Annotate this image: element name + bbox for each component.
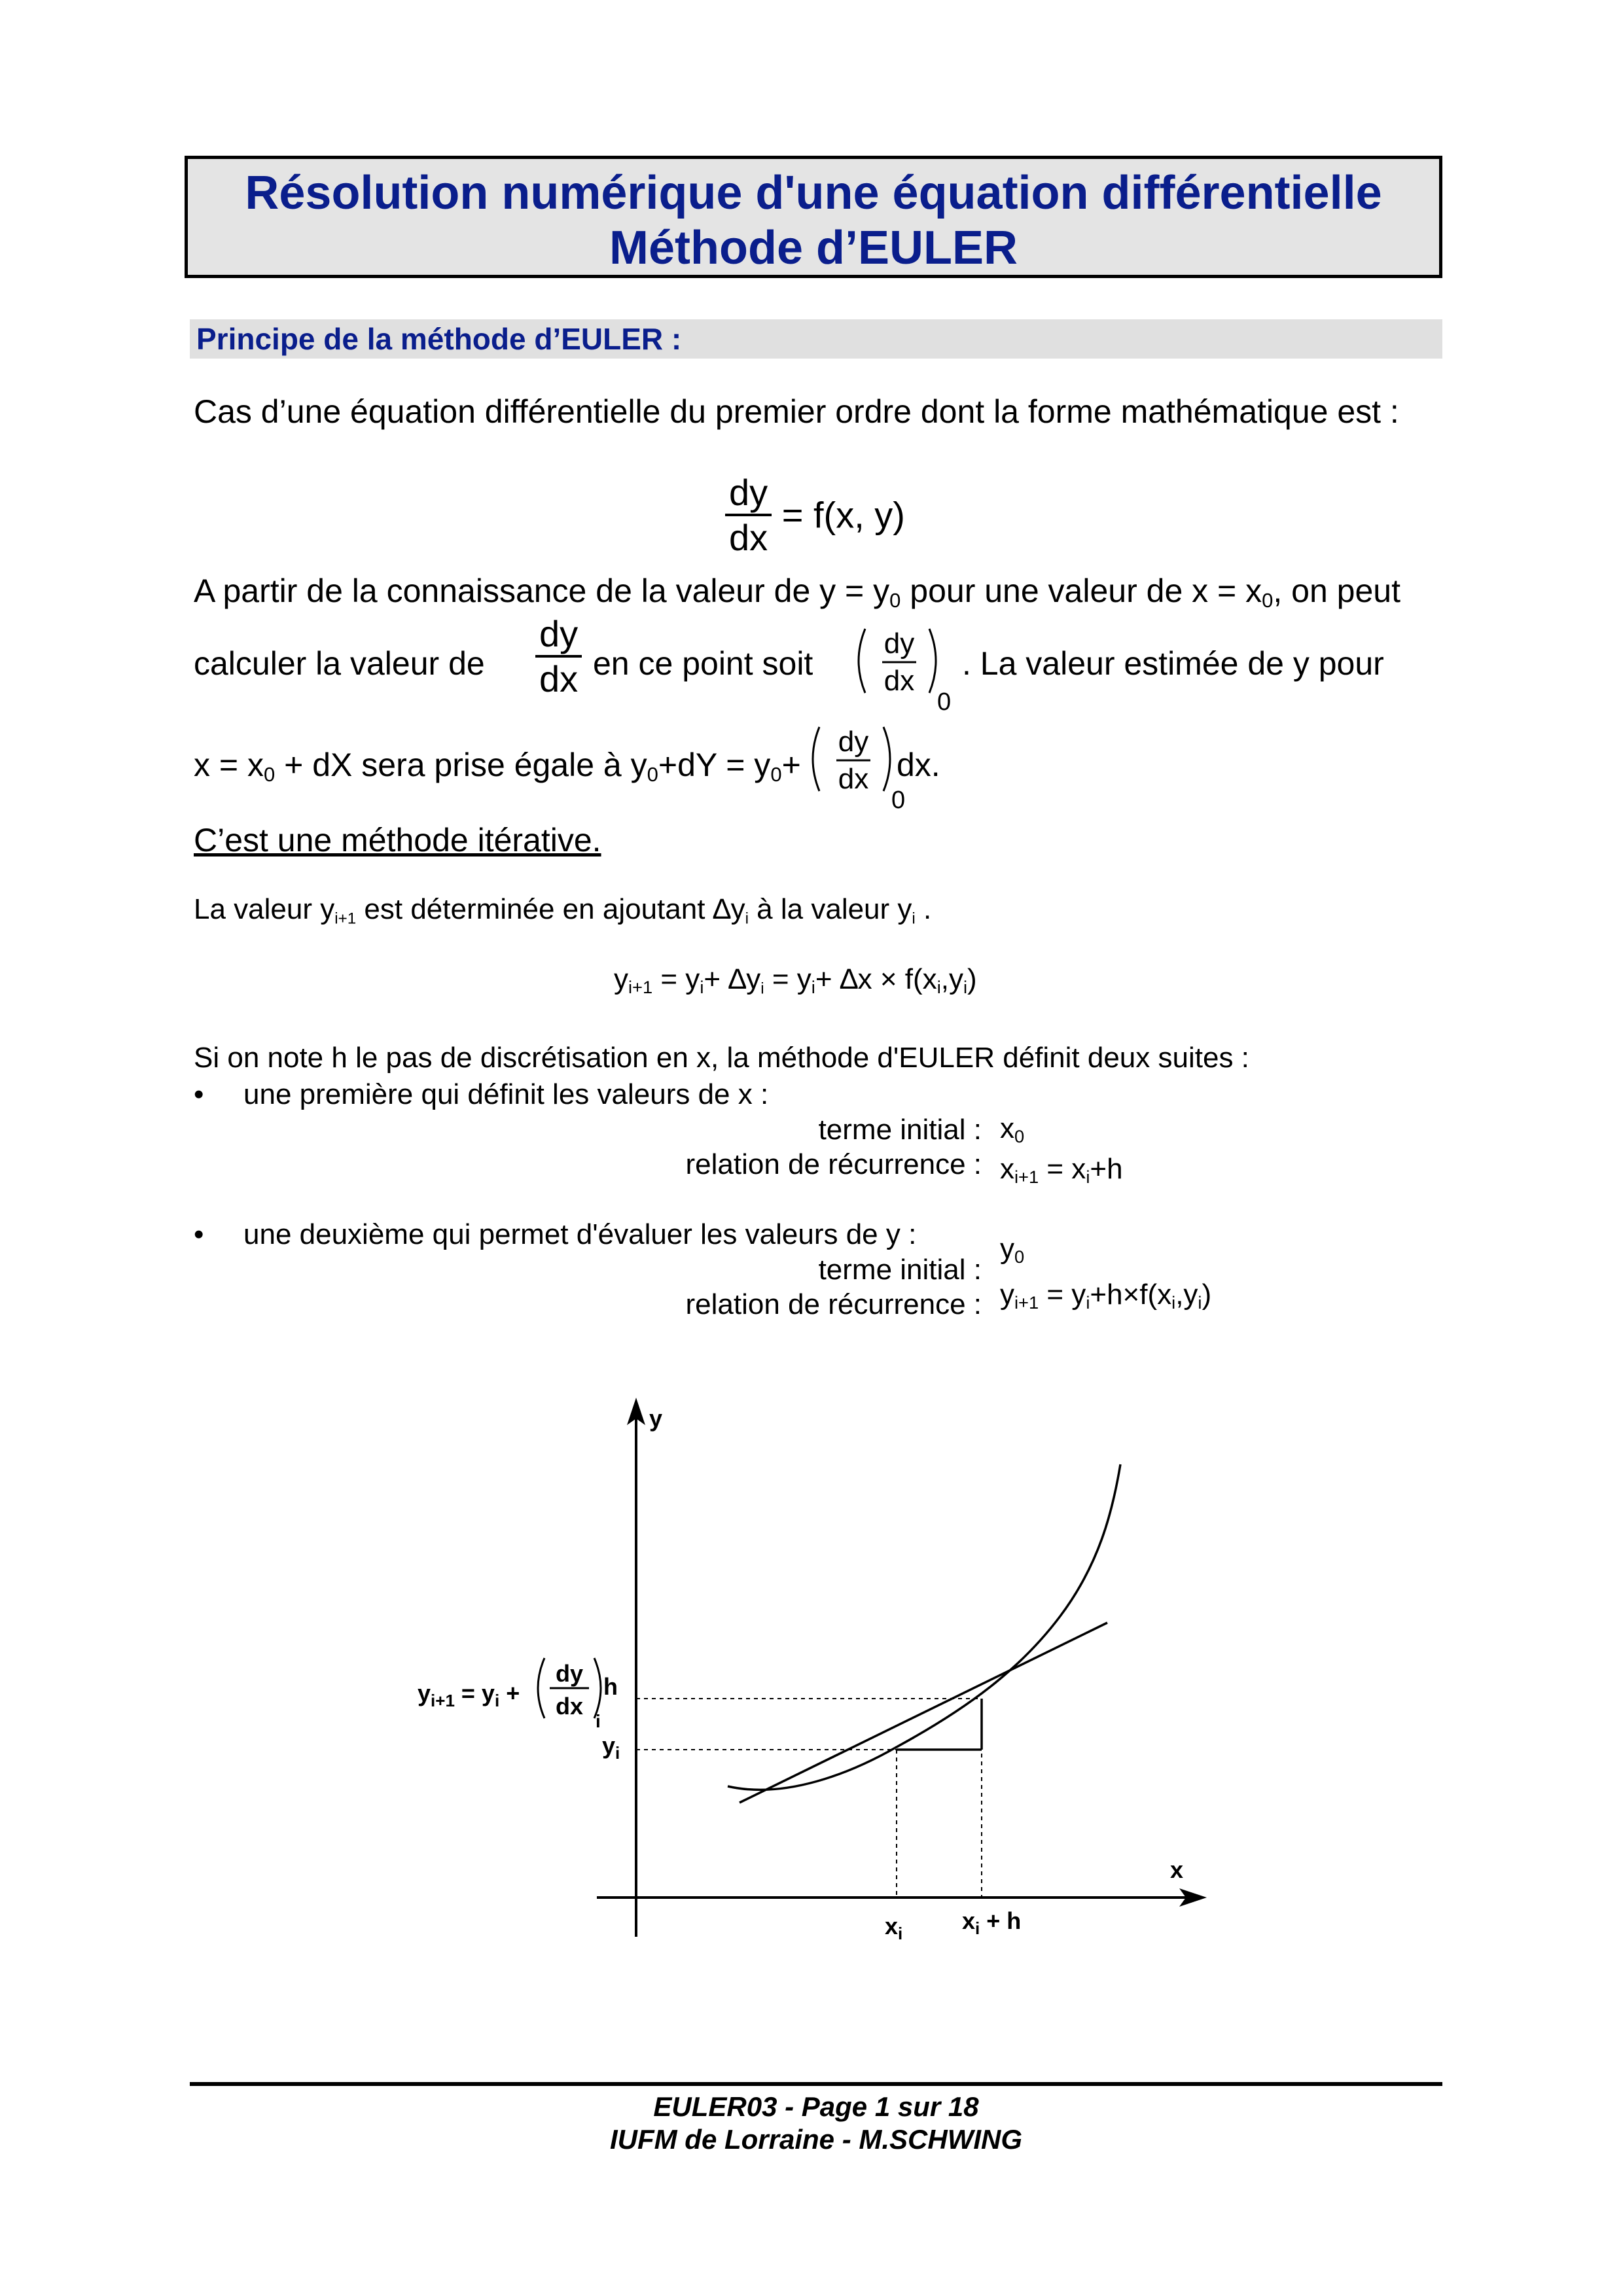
fig-frac-i: i <box>596 1711 601 1731</box>
xi-label: $x_i$ <box>885 1913 903 1943</box>
x-axis-label: x <box>1170 1856 1184 1883</box>
fig-h: h <box>603 1673 618 1700</box>
svg-text:0: 0 <box>891 786 906 814</box>
y-recurrence: $y_{i+1} = y_i+h\times f(x_i,y_i)$ <box>1000 1279 1212 1313</box>
para1-line3: $x = x_0$ + dX sera prise égale à $y_0+dY = y_0+$ <box>194 747 801 786</box>
para1-inline-fraction: $\frac{dy}{dx}$ <box>535 612 582 700</box>
title-box <box>185 156 1442 278</box>
x-relation-label: relation de récurrence : <box>685 1148 982 1180</box>
equation-rhs: = f(x, y) <box>781 494 905 536</box>
footer-rule <box>190 2082 1442 2086</box>
title-line1: Résolution numérique d'une équation différentielle <box>245 167 1382 219</box>
y-relation-label: relation de récurrence : <box>685 1288 982 1320</box>
bullet1-dot: • <box>194 1078 204 1110</box>
value-sentence: La valeur $y_{i+1}$ est déterminée en ajoutant $\Delta y_i$ à la valeur $y_i$ . <box>194 893 932 928</box>
y-initial-term: $y_0$ <box>1000 1233 1025 1267</box>
fig-paren-right <box>594 1658 601 1718</box>
para1-line3-end: dx. <box>897 747 940 783</box>
tangent-line <box>740 1623 1107 1803</box>
xih-label: $x_i + h$ <box>962 1907 1022 1938</box>
recurrence-equation: $y_{i+1} = y_i+ \Delta y_i = y_i+ \Delta x \times f(x_i,y_i)$ <box>614 963 977 998</box>
yi-label: $y_i$ <box>602 1732 620 1763</box>
para1-line2-start: calculer la valeur de <box>194 645 485 682</box>
footer-line1: EULER03 - Page 1 sur 18 <box>653 2091 979 2122</box>
x-recurrence: $x_{i+1} = x_i+h$ <box>1000 1153 1123 1187</box>
paren-dydx-0 <box>851 625 952 716</box>
title-line2: Méthode d’EULER <box>609 222 1018 274</box>
solution-curve <box>728 1464 1120 1790</box>
para1-line1: A partir de la connaissance de la valeur de $y = y_0$ pour une valeur de $x = x_0$, on peut <box>194 573 1400 612</box>
main-equation <box>725 471 905 559</box>
iterative-heading: C’est une méthode itérative. <box>194 822 601 858</box>
fig-frac-num: dy <box>555 1660 584 1687</box>
para1-line2-mid: en ce point soit <box>593 645 813 682</box>
paren-dydx-0-b <box>805 723 906 815</box>
yi1-expression: $y_{i+1} = y_i$ + <box>418 1680 520 1710</box>
svg-text:dy: dy <box>883 627 915 660</box>
section-heading: Principe de la méthode d’EULER : <box>190 319 1442 359</box>
x-initial-term: $x_0$ <box>1000 1112 1025 1146</box>
dy-dx-fraction: $\frac{dy}{dx}$ <box>725 471 772 559</box>
svg-text:dx: dx <box>838 763 869 795</box>
footer-line2: IUFM de Lorraine - M.SCHWING <box>610 2124 1022 2155</box>
bullet2-dot: • <box>194 1218 204 1250</box>
svg-text:dx: dx <box>883 665 915 697</box>
para1-line2-end: . La valeur estimée de y pour <box>962 645 1384 682</box>
y-terme-initial-label: terme initial : <box>818 1254 982 1286</box>
bullet1-text: une première qui définit les valeurs de x : <box>243 1078 769 1110</box>
svg-text:0: 0 <box>937 688 952 716</box>
fig-frac-den: dx <box>555 1693 584 1720</box>
bullet2-text: une deuxième qui permet d'évaluer les valeurs de y : <box>243 1218 917 1250</box>
fig-paren-left <box>538 1658 544 1718</box>
svg-text:dy: dy <box>838 726 869 758</box>
suites-intro: Si on note h le pas de discrétisation en x, la méthode d'EULER définit deux suites : <box>194 1042 1249 1074</box>
intro-text: Cas d’une équation différentielle du premier ordre dont la forme mathématique est : <box>194 393 1399 430</box>
y-axis-label: y <box>649 1405 663 1432</box>
euler-figure <box>393 1394 1243 1956</box>
x-terme-initial-label: terme initial : <box>818 1114 982 1146</box>
